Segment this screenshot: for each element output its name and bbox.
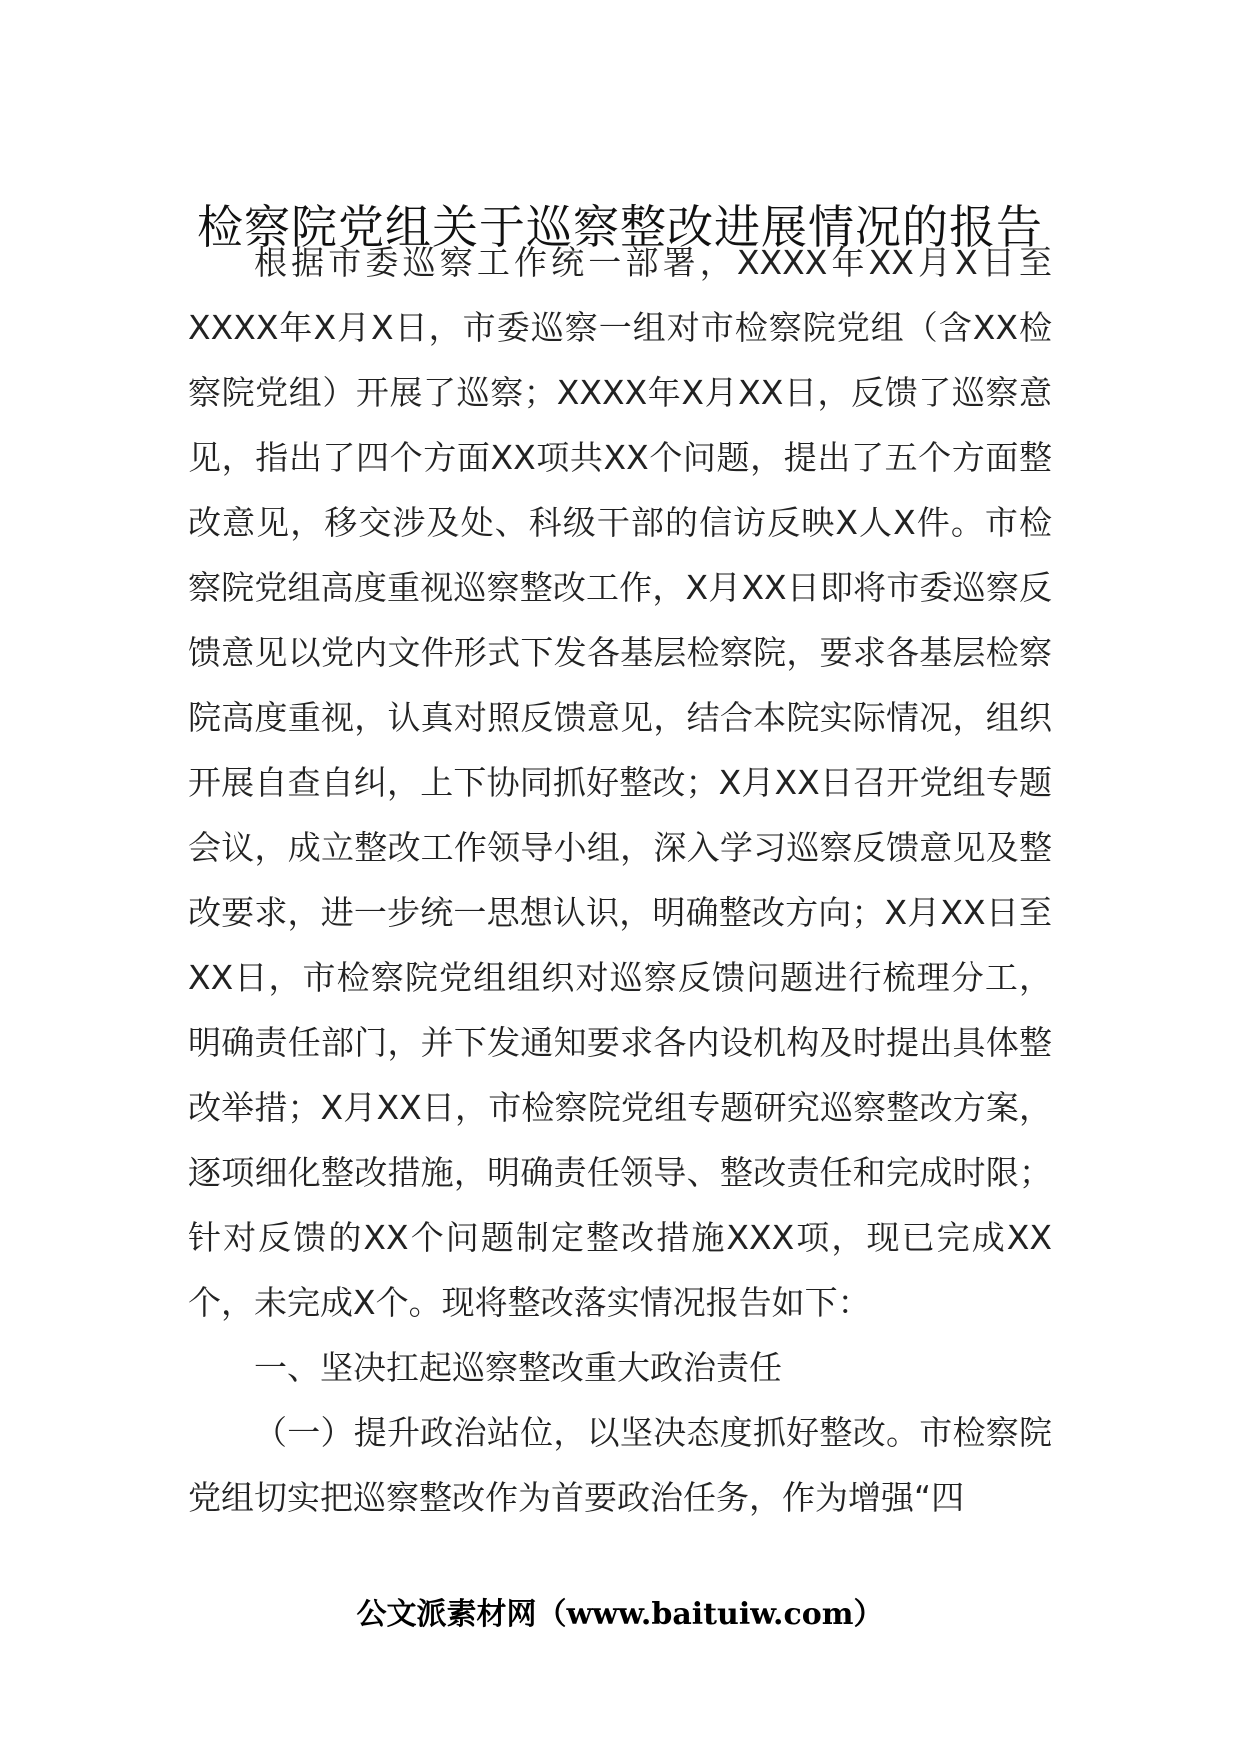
document-title: 检察院党组关于巡察整改进展情况的报告 [197, 199, 1043, 254]
footer-watermark: 公文派素材网（www.baituiw.com） [356, 1597, 884, 1632]
document-body [188, 230, 1052, 1530]
section-heading-1: 一、坚决扛起巡察整改重大政治责任 [254, 1348, 782, 1387]
paragraph-intro: 根据市委巡察工作统一部署，XXXX年XX月X日至XXXX年X月X日，市委巡察一组对市检察院党组（含XX检察院党组）开展了巡察；XXXX年X月XX日，反馈了巡察意见，指出了四个方面XX项共XX个问题，提出了五个方面整改意见，移交涉及处、科级干部的信访反映X人X件。市检察院党组高度重视巡察整改工作，X月XX日即将市委巡察反馈意见以党内文件形式下发各基层检察院，要求各基层检察院高度重视，认真对照反馈意见，结合本院实际情况，组织开展自查自纠，上下协同抓好整改；X月XX日召开党组专题会议，成立整改工作领导小组，深入学习巡察反馈意见及整改要求，进一步统一思想认识，明确整改方向；X月XX日至XX日，市检察院党组组织对巡察反馈问题进行梳理分工，明确责任部门，并下发通知要求各内设机构及时提出具体整改举措；X月XX日，市检察院党组专题研究巡察整改方案，逐项细化整改措施，明确责任领导、整改责任和完成时限；针对反馈的XX个问题制定整改措施XXX项，现已完成XX个，未完成X个。现将整改落实情况报告如下： [188, 243, 1052, 1322]
paragraph-subsection-1: （一）提升政治站位，以坚决态度抓好整改。市检察院党组切实把巡察整改作为首要政治任务，作为增强“四 [188, 1413, 1052, 1517]
